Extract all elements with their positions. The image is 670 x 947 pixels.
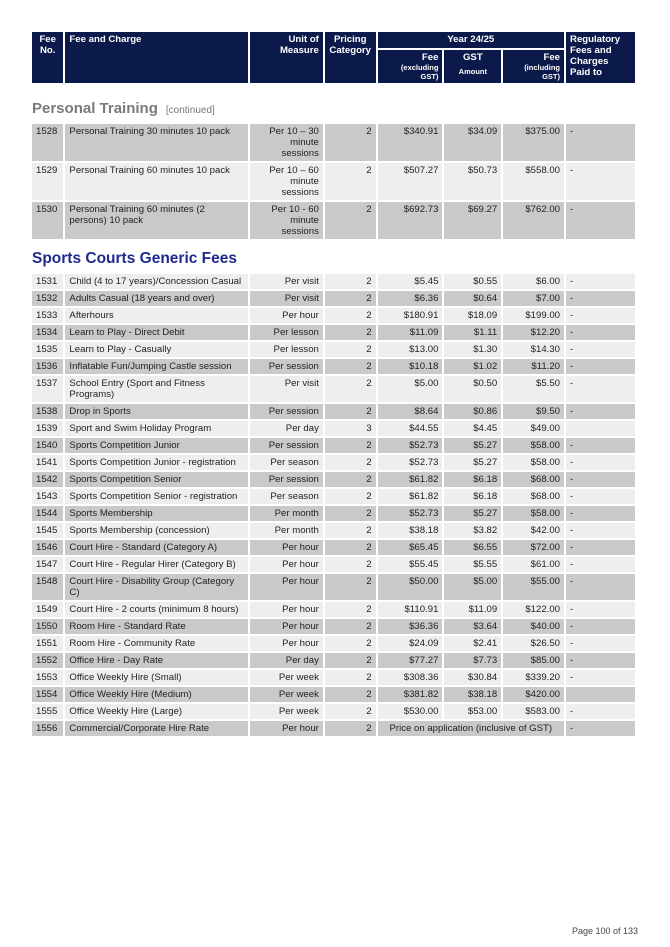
pricing-category: 2 — [325, 574, 376, 600]
fee-incl-gst: $5.50 — [503, 376, 564, 402]
fee-incl-gst: $339.20 — [503, 670, 564, 685]
fee-name: Court Hire - 2 courts (minimum 8 hours) — [65, 602, 247, 617]
fee-number: 1545 — [32, 523, 63, 538]
gst-amount: $53.00 — [444, 704, 501, 719]
gst-amount: $5.27 — [444, 438, 501, 453]
header-fee-incl-label: Fee — [543, 52, 561, 63]
section-title: Personal Training — [32, 100, 158, 117]
fee-excl-gst: $38.18 — [378, 523, 443, 538]
pricing-category: 2 — [325, 540, 376, 555]
table-row — [32, 619, 635, 634]
fee-incl-gst: $55.00 — [503, 574, 564, 600]
fee-excl-gst: $52.73 — [378, 506, 443, 521]
fee-name: School Entry (Sport and Fitness Programs) — [65, 376, 247, 402]
unit-of-measure: Per visit — [250, 274, 323, 289]
pricing-category: 2 — [325, 687, 376, 702]
regulatory-paid-to: - — [566, 506, 635, 521]
fee-name: Learn to Play - Casually — [65, 342, 247, 357]
fee-excl-gst: $5.45 — [378, 274, 443, 289]
pricing-category: 2 — [325, 670, 376, 685]
header-fee-excl-label: Fee — [421, 52, 439, 63]
fee-excl-gst: $61.82 — [378, 472, 443, 487]
table-row — [32, 523, 635, 538]
gst-amount: $6.55 — [444, 540, 501, 555]
table-row — [32, 438, 635, 453]
table-row — [32, 274, 635, 289]
fee-excl-gst: $55.45 — [378, 557, 443, 572]
regulatory-paid-to: - — [566, 342, 635, 357]
fee-incl-gst: $7.00 — [503, 291, 564, 306]
unit-of-measure: Per visit — [250, 291, 323, 306]
header-fee-excl-sub: (excluding GST) — [400, 63, 439, 81]
table-row — [32, 124, 635, 161]
gst-amount: $0.50 — [444, 376, 501, 402]
fee-number: 1552 — [32, 653, 63, 668]
fee-number: 1528 — [32, 124, 63, 161]
regulatory-paid-to: - — [566, 404, 635, 419]
fee-name: Court Hire - Regular Hirer (Category B) — [65, 557, 247, 572]
pricing-category: 2 — [325, 557, 376, 572]
pricing-category: 2 — [325, 721, 376, 736]
fee-incl-gst: $68.00 — [503, 472, 564, 487]
fee-incl-gst: $26.50 — [503, 636, 564, 651]
fee-name: Personal Training 60 minutes (2 persons) 10 pack — [65, 202, 247, 239]
gst-amount: $11.09 — [444, 602, 501, 617]
gst-amount: $1.11 — [444, 325, 501, 340]
regulatory-paid-to: - — [566, 523, 635, 538]
regulatory-paid-to: - — [566, 557, 635, 572]
pricing-category: 2 — [325, 438, 376, 453]
fee-incl-gst: $85.00 — [503, 653, 564, 668]
table-row — [32, 472, 635, 487]
unit-of-measure: Per session — [250, 472, 323, 487]
fee-number: 1529 — [32, 163, 63, 200]
table-row — [32, 489, 635, 504]
fee-excl-gst: $50.00 — [378, 574, 443, 600]
gst-amount: $2.41 — [444, 636, 501, 651]
fee-excl-gst: $5.00 — [378, 376, 443, 402]
gst-amount: $4.45 — [444, 421, 501, 436]
fee-name: Afterhours — [65, 308, 247, 323]
fee-name: Office Weekly Hire (Small) — [65, 670, 247, 685]
header-gst — [444, 50, 501, 83]
pricing-category: 2 — [325, 489, 376, 504]
unit-of-measure: Per lesson — [250, 325, 323, 340]
gst-amount: $1.30 — [444, 342, 501, 357]
fee-number: 1534 — [32, 325, 63, 340]
table-row — [32, 670, 635, 685]
fee-table — [30, 30, 637, 738]
header-year: Year 24/25 — [378, 32, 564, 48]
fee-name: Inflatable Fun/Jumping Castle session — [65, 359, 247, 374]
unit-of-measure: Per hour — [250, 602, 323, 617]
pricing-category: 3 — [325, 421, 376, 436]
fee-name: Office Weekly Hire (Medium) — [65, 687, 247, 702]
fee-incl-gst: $72.00 — [503, 540, 564, 555]
table-row — [32, 342, 635, 357]
fee-incl-gst: $762.00 — [503, 202, 564, 239]
gst-amount: $0.55 — [444, 274, 501, 289]
table-row — [32, 404, 635, 419]
fee-number: 1554 — [32, 687, 63, 702]
unit-of-measure: Per 10 - 60 minute sessions — [250, 202, 323, 239]
fee-incl-gst: $199.00 — [503, 308, 564, 323]
fee-incl-gst: $58.00 — [503, 506, 564, 521]
pricing-category: 2 — [325, 506, 376, 521]
fee-number: 1530 — [32, 202, 63, 239]
fee-excl-gst: $24.09 — [378, 636, 443, 651]
fee-name: Sports Competition Senior - registration — [65, 489, 247, 504]
pricing-category: 2 — [325, 636, 376, 651]
fee-excl-gst: $11.09 — [378, 325, 443, 340]
fee-name: Personal Training 30 minutes 10 pack — [65, 124, 247, 161]
fee-excl-gst: $52.73 — [378, 438, 443, 453]
gst-amount: $5.55 — [444, 557, 501, 572]
fee-incl-gst: $6.00 — [503, 274, 564, 289]
fee-excl-gst: $180.91 — [378, 308, 443, 323]
regulatory-paid-to: - — [566, 540, 635, 555]
table-row — [32, 653, 635, 668]
gst-amount: $5.00 — [444, 574, 501, 600]
fee-number: 1540 — [32, 438, 63, 453]
fee-number: 1553 — [32, 670, 63, 685]
table-row — [32, 557, 635, 572]
unit-of-measure: Per week — [250, 704, 323, 719]
unit-of-measure: Per visit — [250, 376, 323, 402]
pricing-category: 2 — [325, 291, 376, 306]
fee-incl-gst: $40.00 — [503, 619, 564, 634]
gst-amount: $3.82 — [444, 523, 501, 538]
pricing-category: 2 — [325, 404, 376, 419]
fee-number: 1555 — [32, 704, 63, 719]
fee-incl-gst: $42.00 — [503, 523, 564, 538]
fee-incl-gst: $14.30 — [503, 342, 564, 357]
fee-number: 1538 — [32, 404, 63, 419]
fee-number: 1542 — [32, 472, 63, 487]
fee-excl-gst: $110.91 — [378, 602, 443, 617]
unit-of-measure: Per hour — [250, 540, 323, 555]
unit-of-measure: Per month — [250, 523, 323, 538]
table-row — [32, 291, 635, 306]
header-fee-and-charge: Fee and Charge — [65, 32, 247, 83]
header-gst-sub: Amount — [458, 67, 487, 76]
regulatory-paid-to: - — [566, 704, 635, 719]
gst-amount: $69.27 — [444, 202, 501, 239]
fee-excl-gst: $507.27 — [378, 163, 443, 200]
fee-incl-gst: $49.00 — [503, 421, 564, 436]
regulatory-paid-to: - — [566, 291, 635, 306]
section-title: Sports Courts Generic Fees — [32, 250, 238, 267]
table-row — [32, 308, 635, 323]
gst-amount: $7.73 — [444, 653, 501, 668]
fee-excl-gst: $52.73 — [378, 455, 443, 470]
fee-number: 1549 — [32, 602, 63, 617]
fee-number: 1539 — [32, 421, 63, 436]
fee-number: 1541 — [32, 455, 63, 470]
fee-name: Sports Competition Junior — [65, 438, 247, 453]
fee-name: Sport and Swim Holiday Program — [65, 421, 247, 436]
fee-incl-gst: $558.00 — [503, 163, 564, 200]
gst-amount: $38.18 — [444, 687, 501, 702]
regulatory-paid-to: - — [566, 202, 635, 239]
fee-number: 1543 — [32, 489, 63, 504]
regulatory-paid-to: - — [566, 359, 635, 374]
table-row — [32, 574, 635, 600]
unit-of-measure: Per week — [250, 670, 323, 685]
gst-amount: $5.27 — [444, 506, 501, 521]
regulatory-paid-to: - — [566, 455, 635, 470]
table-row — [32, 602, 635, 617]
fee-incl-gst: $61.00 — [503, 557, 564, 572]
pricing-category: 2 — [325, 342, 376, 357]
continued-label: [continued] — [165, 105, 215, 116]
pricing-category: 2 — [325, 472, 376, 487]
unit-of-measure: Per 10 – 30 minute sessions — [250, 124, 323, 161]
fee-name: Court Hire - Standard (Category A) — [65, 540, 247, 555]
fee-name: Sports Membership (concession) — [65, 523, 247, 538]
unit-of-measure: Per session — [250, 438, 323, 453]
gst-amount: $18.09 — [444, 308, 501, 323]
fee-incl-gst: $12.20 — [503, 325, 564, 340]
fee-excl-gst: $381.82 — [378, 687, 443, 702]
fee-incl-gst: $58.00 — [503, 455, 564, 470]
table-row — [32, 202, 635, 239]
regulatory-paid-to — [566, 421, 635, 436]
fee-excl-gst: $340.91 — [378, 124, 443, 161]
unit-of-measure: Per hour — [250, 557, 323, 572]
pricing-category: 2 — [325, 202, 376, 239]
fee-number: 1537 — [32, 376, 63, 402]
fee-incl-gst: $122.00 — [503, 602, 564, 617]
unit-of-measure: Per hour — [250, 308, 323, 323]
fee-excl-gst: $6.36 — [378, 291, 443, 306]
regulatory-paid-to: - — [566, 124, 635, 161]
pricing-category: 2 — [325, 653, 376, 668]
pricing-category: 2 — [325, 602, 376, 617]
regulatory-paid-to: - — [566, 438, 635, 453]
header-fee-incl-sub: (including GST) — [524, 63, 561, 81]
fee-number: 1550 — [32, 619, 63, 634]
header-pricing-category: Pricing Category — [325, 32, 376, 83]
table-header — [32, 32, 635, 83]
fee-excl-gst: $8.64 — [378, 404, 443, 419]
pricing-category: 2 — [325, 376, 376, 402]
fee-excl-gst: $36.36 — [378, 619, 443, 634]
fee-name: Office Hire - Day Rate — [65, 653, 247, 668]
pricing-category: 2 — [325, 308, 376, 323]
regulatory-paid-to: - — [566, 653, 635, 668]
gst-amount: $0.86 — [444, 404, 501, 419]
fee-name: Room Hire - Community Rate — [65, 636, 247, 651]
header-fee-no: Fee No. — [32, 32, 63, 83]
fee-name: Sports Membership — [65, 506, 247, 521]
gst-amount: $6.18 — [444, 489, 501, 504]
table-row — [32, 421, 635, 436]
pricing-category: 2 — [325, 455, 376, 470]
fee-name: Child (4 to 17 years)/Concession Casual — [65, 274, 247, 289]
unit-of-measure: Per 10 – 60 minute sessions — [250, 163, 323, 200]
header-gst-label: GST — [462, 52, 483, 63]
fee-name: Room Hire - Standard Rate — [65, 619, 247, 634]
regulatory-paid-to: - — [566, 670, 635, 685]
table-row — [32, 721, 635, 736]
fee-excl-gst: $308.36 — [378, 670, 443, 685]
fee-name: Sports Competition Junior - registration — [65, 455, 247, 470]
unit-of-measure: Per month — [250, 506, 323, 521]
table-row — [32, 163, 635, 200]
fee-name: Personal Training 60 minutes 10 pack — [65, 163, 247, 200]
regulatory-paid-to: - — [566, 636, 635, 651]
pricing-category: 2 — [325, 325, 376, 340]
regulatory-paid-to: - — [566, 574, 635, 600]
fee-number: 1532 — [32, 291, 63, 306]
unit-of-measure: Per hour — [250, 574, 323, 600]
fee-number: 1535 — [32, 342, 63, 357]
regulatory-paid-to: - — [566, 325, 635, 340]
table-row — [32, 376, 635, 402]
fee-excl-gst: $530.00 — [378, 704, 443, 719]
fee-number: 1548 — [32, 574, 63, 600]
table-row — [32, 540, 635, 555]
section-heading — [32, 85, 635, 122]
fee-number: 1546 — [32, 540, 63, 555]
fee-excl-gst: $65.45 — [378, 540, 443, 555]
regulatory-paid-to: - — [566, 376, 635, 402]
unit-of-measure: Per day — [250, 653, 323, 668]
fee-name: Commercial/Corporate Hire Rate — [65, 721, 247, 736]
pricing-category: 2 — [325, 274, 376, 289]
unit-of-measure: Per hour — [250, 636, 323, 651]
header-fee-excl — [378, 50, 443, 83]
unit-of-measure: Per season — [250, 455, 323, 470]
regulatory-paid-to: - — [566, 619, 635, 634]
unit-of-measure: Per hour — [250, 721, 323, 736]
fee-name: Adults Casual (18 years and over) — [65, 291, 247, 306]
regulatory-paid-to: - — [566, 602, 635, 617]
gst-amount: $0.64 — [444, 291, 501, 306]
table-row — [32, 704, 635, 719]
table-row — [32, 359, 635, 374]
fee-number: 1551 — [32, 636, 63, 651]
fee-incl-gst: $58.00 — [503, 438, 564, 453]
unit-of-measure: Per season — [250, 489, 323, 504]
regulatory-paid-to: - — [566, 721, 635, 736]
unit-of-measure: Per session — [250, 404, 323, 419]
gst-amount: $50.73 — [444, 163, 501, 200]
gst-amount: $5.27 — [444, 455, 501, 470]
fee-incl-gst: $583.00 — [503, 704, 564, 719]
unit-of-measure: Per week — [250, 687, 323, 702]
pricing-category: 2 — [325, 124, 376, 161]
table-row — [32, 506, 635, 521]
pricing-category: 2 — [325, 163, 376, 200]
fee-name: Sports Competition Senior — [65, 472, 247, 487]
regulatory-paid-to: - — [566, 489, 635, 504]
gst-amount: $30.84 — [444, 670, 501, 685]
fee-number: 1536 — [32, 359, 63, 374]
fee-number: 1547 — [32, 557, 63, 572]
fee-name: Drop in Sports — [65, 404, 247, 419]
fee-excl-gst: $77.27 — [378, 653, 443, 668]
table-body — [32, 85, 635, 736]
regulatory-paid-to — [566, 687, 635, 702]
unit-of-measure: Per lesson — [250, 342, 323, 357]
header-fee-incl — [503, 50, 564, 83]
pricing-category: 2 — [325, 704, 376, 719]
fee-excl-gst: $13.00 — [378, 342, 443, 357]
fee-number: 1556 — [32, 721, 63, 736]
table-row — [32, 687, 635, 702]
fee-incl-gst: $420.00 — [503, 687, 564, 702]
table-row — [32, 636, 635, 651]
header-unit-of-measure: Unit of Measure — [250, 32, 323, 83]
fee-incl-gst: $375.00 — [503, 124, 564, 161]
fee-name: Learn to Play - Direct Debit — [65, 325, 247, 340]
pricing-category: 2 — [325, 523, 376, 538]
pricing-category: 2 — [325, 359, 376, 374]
fee-excl-gst: $44.55 — [378, 421, 443, 436]
header-regulatory: Regulatory Fees and Charges Paid to — [566, 32, 635, 83]
page-number: Page 100 of 133 — [571, 926, 638, 936]
fee-incl-gst: $9.50 — [503, 404, 564, 419]
fee-excl-gst: $61.82 — [378, 489, 443, 504]
regulatory-paid-to: - — [566, 308, 635, 323]
gst-amount: $6.18 — [444, 472, 501, 487]
regulatory-paid-to: - — [566, 274, 635, 289]
unit-of-measure: Per session — [250, 359, 323, 374]
price-on-application: Price on application (inclusive of GST) — [378, 721, 564, 736]
table-row — [32, 325, 635, 340]
unit-of-measure: Per day — [250, 421, 323, 436]
fee-number: 1544 — [32, 506, 63, 521]
fee-incl-gst: $68.00 — [503, 489, 564, 504]
regulatory-paid-to: - — [566, 163, 635, 200]
fee-excl-gst: $10.18 — [378, 359, 443, 374]
fee-name: Court Hire - Disability Group (Category C) — [65, 574, 247, 600]
table-row — [32, 455, 635, 470]
unit-of-measure: Per hour — [250, 619, 323, 634]
fee-incl-gst: $11.20 — [503, 359, 564, 374]
regulatory-paid-to: - — [566, 472, 635, 487]
fee-schedule-page — [32, 30, 639, 738]
gst-amount: $1.02 — [444, 359, 501, 374]
pricing-category: 2 — [325, 619, 376, 634]
fee-name: Office Weekly Hire (Large) — [65, 704, 247, 719]
fee-number: 1533 — [32, 308, 63, 323]
fee-number: 1531 — [32, 274, 63, 289]
gst-amount: $3.64 — [444, 619, 501, 634]
gst-amount: $34.09 — [444, 124, 501, 161]
fee-excl-gst: $692.73 — [378, 202, 443, 239]
